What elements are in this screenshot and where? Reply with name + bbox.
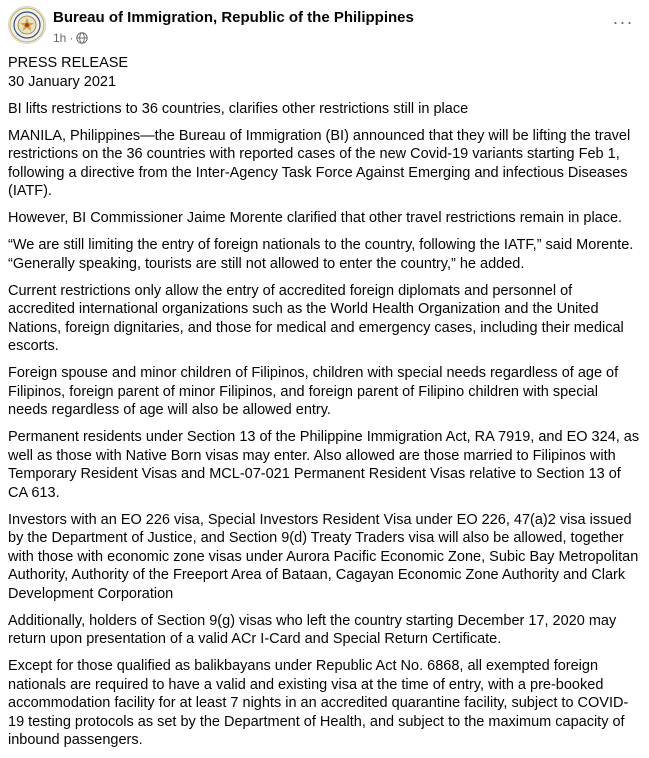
post-paragraph: However, BI Commissioner Jaime Morente clarified that other travel restrictions remain in place. [8,210,623,226]
post-meta [53,31,88,45]
post-paragraph: Foreign spouse and minor children of Filipinos, children with special needs regardless of age of Filipinos, foreign parent of minor Filipinos, and foreign parent of Filipino children with special needs regardless of age will also be allowed entry. [8,365,619,418]
globe-icon[interactable] [76,32,88,44]
post-paragraph: Permanent residents under Section 13 of the Philippine Immigration Act, RA 7919, and EO 324, as well as those with Native Born visas may enter. Also allowed are those married to Filipinos with Temporary Resident Visas and MCL-07-021 Permanent Resident Visas relative to Section 13 of CA 613. [8,429,640,501]
press-release-label: PRESS RELEASE [8,55,129,71]
post-paragraph: Except for those qualified as balikbayans under Republic Act No. 6868, all exempted foreign nationals are required to have a valid and existing visa at the time of entry, with a pre-booked accommodation facility for at least 7 nights in an accredited quarantine facility, subject to COVID-19 testing protocols as set by the Department of Health, and subject to the maximum capacity of inbound passengers. [8,658,629,748]
post-paragraph: MANILA, Philippines—the Bureau of Immigration (BI) announced that they will be lifting the travel restrictions on the 36 countries with reported cases of the new Covid-19 variants starting Feb 1, following a directive from the Inter-Agency Task Force Against Emerging and infectious Diseases (IATF). [8,127,631,199]
page-name[interactable]: Bureau of Immigration, Republic of the Philippines [53,9,414,26]
more-options-icon[interactable]: ··· [612,12,634,32]
post-header [0,0,649,50]
press-release-date: 30 January 2021 [8,73,117,90]
post-timestamp[interactable]: 1h [53,31,67,45]
post-paragraph: BI lifts restrictions to 36 countries, clarifies other restrictions still in place [8,100,469,117]
post-paragraph: Additionally, holders of Section 9(g) visas who left the country starting December 17, 2020 may return upon presentation of a valid ACr I-Card and Special Return Certificate. [8,612,617,647]
meta-separator: · [69,31,74,45]
post-body [8,54,640,758]
bureau-seal-icon [9,7,45,43]
post-paragraph: Current restrictions only allow the entry of accredited foreign diplomats and personnel of accredited international organizations such as the World Health Organization and the United Nations, foreign dignitaries, and those for medical and emergency cases, including their medical escorts. [8,282,624,354]
post-paragraph: Investors with an EO 226 visa, Special Investors Resident Visa under EO 226, 47(a)2 visa issued by the Department of Justice, and Section 9(d) Treaty Traders visa will also be allowed, together with those with economic zone visas under Aurora Pacific Economic Zone, Subic Bay Metropolitan Authority, Authority of the Freeport Area of Bataan, Cagayan Economic Zone Authority and Clark Development Corporation [8,511,639,602]
page-avatar[interactable] [8,6,46,44]
post-paragraph: “We are still limiting the entry of foreign nationals to the country, following the IATF,” said Morente. “Generally speaking, tourists are still not allowed to enter the country,” he added. [8,237,634,272]
